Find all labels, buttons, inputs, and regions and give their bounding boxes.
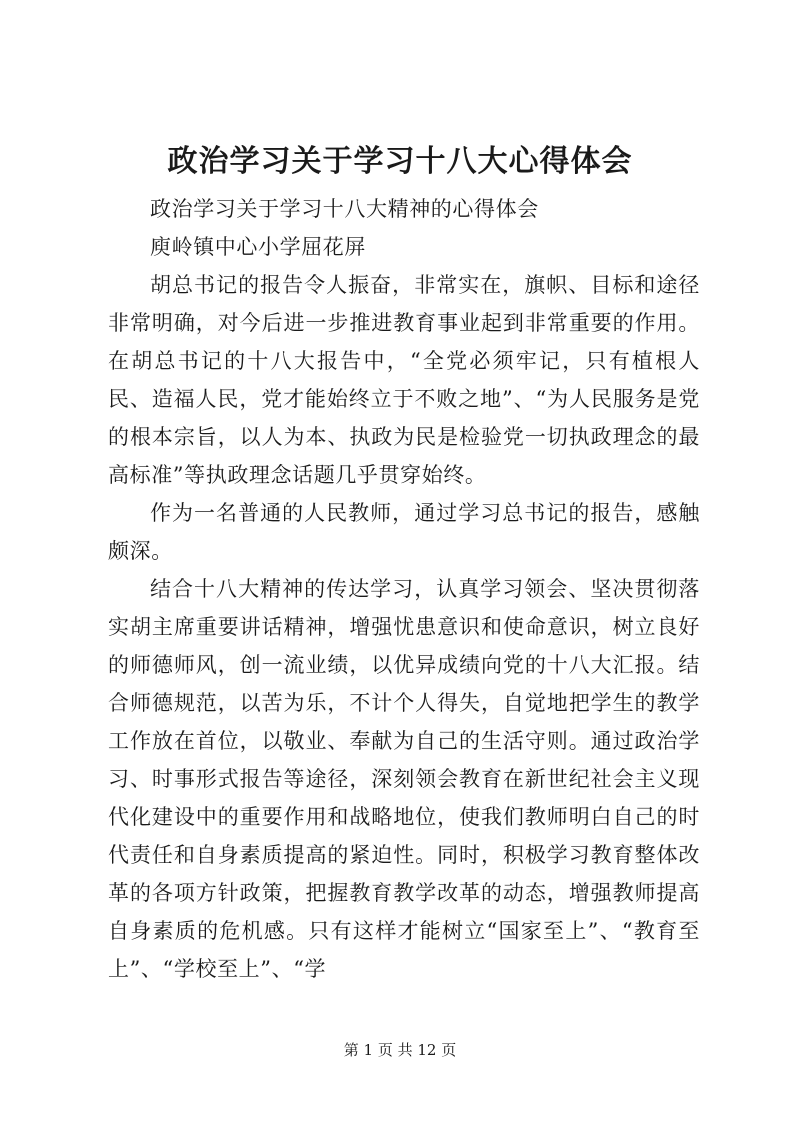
document-title: 政治学习关于学习十八大心得体会	[167, 144, 633, 179]
document-body	[108, 190, 700, 988]
page-footer: 第 1 页 共 12 页	[343, 1041, 457, 1059]
subtitle: 政治学习关于学习十八大精神的心得体会	[150, 197, 539, 221]
paragraph: 作为一名普通的人民教师，通过学习总书记的报告，感触颇深。	[108, 501, 700, 563]
author-line: 庾岭镇中心小学屈花屏	[150, 235, 366, 259]
paragraph: 胡总书记的报告令人振奋，非常实在，旗帜、目标和途径非常明确，对今后进一步推进教育事业起到非常重要的作用。在胡总书记的十八大报告中，“全党必须牢记，只有植根人民、造福人民，党才能始终立于不败之地”、“为人民服务是党的根本宗旨，以人为本、执政为民是检验党一切执政理念的最高标准”等执政理念话题几乎贯穿始终。	[108, 273, 700, 487]
paragraph: 结合十八大精神的传达学习，认真学习领会、坚决贯彻落实胡主席重要讲话精神，增强忧患意识和使命意识，树立良好的师德师风，创一流业绩，以优异成绩向党的十八大汇报。结合师德规范，以苦为乐，不计个人得失，自觉地把学生的教学工作放在首位，以敬业、奉献为自己的生活守则。通过政治学习、时事形式报告等途径，深刻领会教育在新世纪社会主义现代化建设中的重要作用和战略地位，使我们教师明白自己的时代责任和自身素质提高的紧迫性。同时，积极学习教育整体改革的各项方针政策，把握教育教学改革的动态，增强教师提高自身素质的危机感。只有这样才能树立“国家至上”、“教育至上”、“学校至上”、“学	[108, 577, 700, 981]
